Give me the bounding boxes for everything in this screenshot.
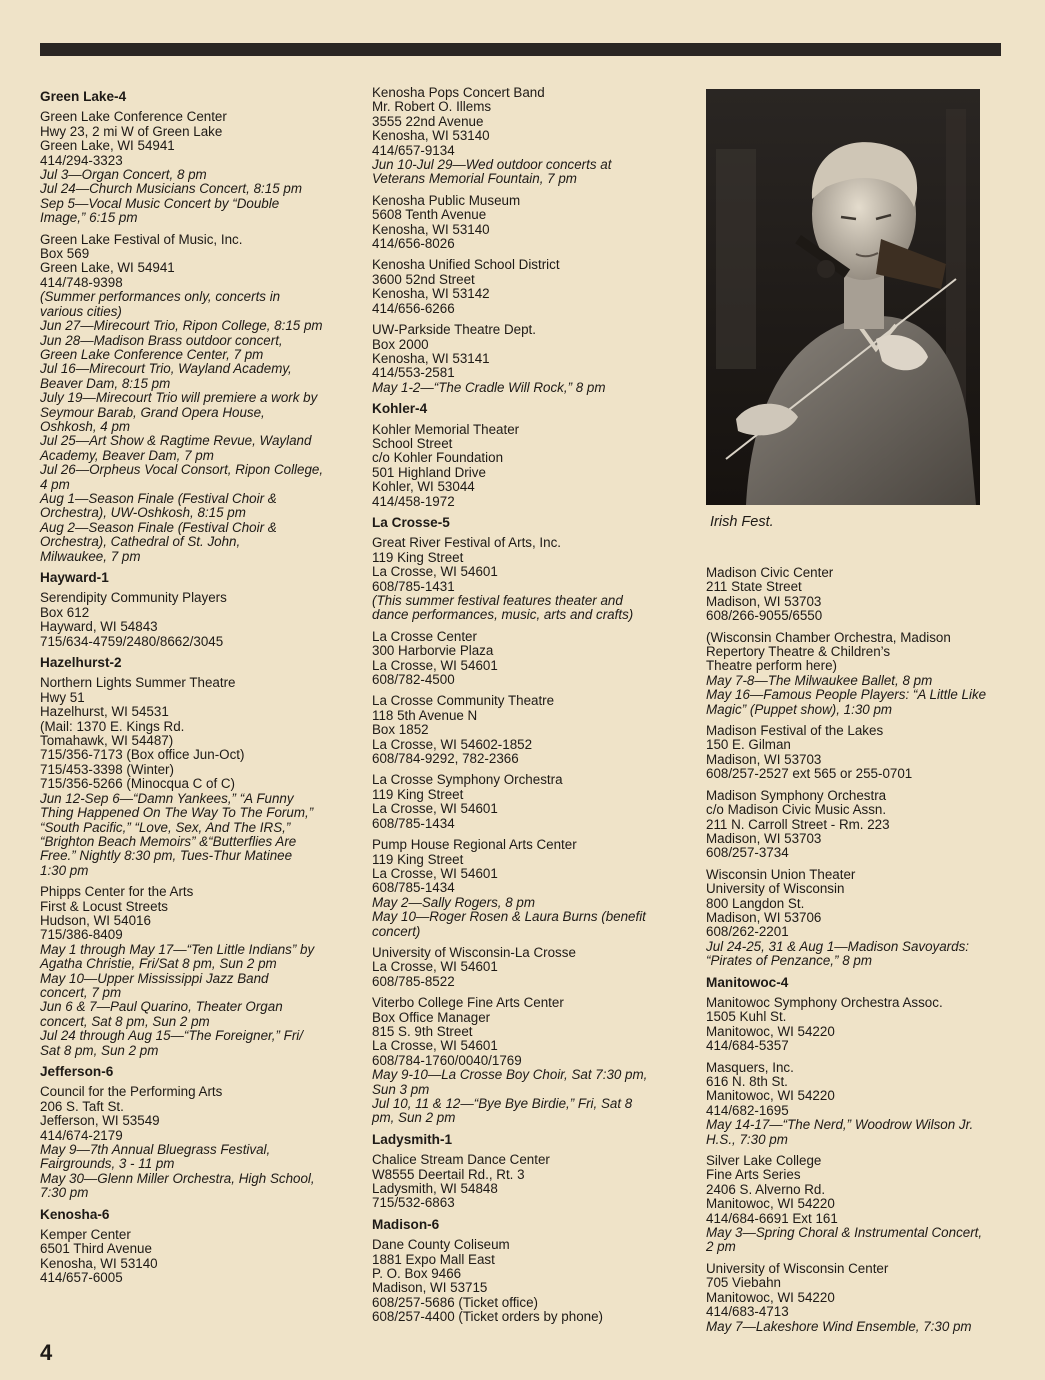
listing-line: 414/294-3323 — [40, 152, 123, 168]
event-line: “Brighton Beach Memoirs” &“Butterflies Are — [40, 833, 297, 849]
event-line: (This summer festival features theater and — [372, 593, 623, 608]
listing-line: 715/532-6863 — [372, 1195, 455, 1211]
listing-line: 815 S. 9th Street — [372, 1023, 473, 1039]
listing-line: 715/634-4759/2480/8662/3045 — [40, 633, 224, 649]
event-listing — [706, 674, 1006, 688]
listing-line: 5608 Tenth Avenue — [372, 207, 487, 223]
listing-entry — [372, 323, 692, 395]
listing-line: Kenosha, WI 53140 — [372, 128, 490, 144]
event-listing — [40, 290, 355, 319]
listing-entry — [40, 591, 355, 649]
event-listing — [40, 1029, 355, 1058]
listing-line: School Street — [372, 435, 453, 451]
listing-line: Hudson, WI 54016 — [40, 912, 151, 928]
listing-line: La Crosse, WI 54601 — [372, 959, 498, 975]
event-line: dance performances, music, arts and crafts) — [372, 607, 634, 623]
listing-entry — [372, 423, 692, 509]
listing-entry — [372, 194, 692, 252]
listing-line: La Crosse, WI 54601 — [372, 1038, 498, 1054]
listing-line: 616 N. 8th St. — [706, 1074, 788, 1089]
listing-line: UW-Parkside Theatre Dept. — [372, 322, 536, 338]
event-line: various cities) — [40, 303, 122, 319]
listing-line: 414/684-5357 — [706, 1038, 789, 1054]
listing-line: 608/785-8522 — [372, 973, 455, 989]
section-heading: Kohler-4 — [372, 401, 428, 417]
listing-line: Hayward, WI 54843 — [40, 619, 158, 635]
listing-line: Dane County Coliseum — [372, 1237, 510, 1253]
fiddler-photo — [706, 89, 980, 505]
event-line: Academy, Beaver Dam, 7 pm — [40, 447, 214, 463]
event-line: Jul 24 through Aug 15—“The Foreigner,” Fri/ — [40, 1028, 303, 1044]
event-line: Jul 16—Mirecourt Trio, Wayland Academy, — [40, 361, 292, 377]
event-line: May 1 through May 17—“Ten Little Indians” by — [40, 941, 315, 957]
event-line: concert, Sat 8 pm, Sun 2 pm — [40, 1013, 210, 1029]
listing-line: 608/257-2527 ext 565 or 255-0701 — [706, 766, 913, 782]
listing-line: Kenosha Pops Concert Band — [372, 85, 545, 100]
listing-line: 414/674-2179 — [40, 1127, 123, 1143]
listing-line: Chalice Stream Dance Center — [372, 1152, 550, 1168]
listing-line: La Crosse, WI 54601 — [372, 657, 498, 673]
event-line: “Pirates of Penzance,” 8 pm — [706, 953, 872, 969]
listing-line: Green Lake Festival of Music, Inc. — [40, 231, 243, 247]
event-line: Jun 10-Jul 29—Wed outdoor concerts at — [372, 157, 612, 173]
section-heading: Manitowoc-4 — [706, 974, 789, 990]
listing-line: Viterbo College Fine Arts Center — [372, 995, 564, 1011]
page-number: 4 — [40, 1340, 53, 1365]
listing-entry — [706, 789, 1006, 861]
event-listing — [40, 362, 355, 391]
event-line: Jun 27—Mirecourt Trio, Ripon College, 8:15 pm — [40, 318, 323, 334]
event-listing — [372, 1097, 692, 1126]
event-line: Green Lake Conference Center, 7 pm — [40, 346, 264, 362]
listing-line: P. O. Box 9466 — [372, 1266, 462, 1282]
listing-entry — [40, 676, 355, 878]
listing-line: Kohler, WI 53044 — [372, 479, 475, 495]
event-listing — [706, 1226, 1006, 1255]
event-listing — [706, 940, 1006, 969]
event-line: May 7-8—The Milwaukee Ballet, 8 pm — [706, 672, 933, 688]
event-line: Sep 5—Vocal Music Concert by “Double — [40, 195, 280, 211]
event-line: concert) — [372, 923, 421, 939]
section-heading: Green Lake-4 — [40, 89, 127, 104]
listing-line: Hwy 51 — [40, 689, 85, 705]
event-listing — [372, 594, 692, 623]
listing-line: 608/266-9055/6550 — [706, 608, 823, 624]
listing-line: Kohler Memorial Theater — [372, 421, 520, 437]
listing-line: Box 1852 — [372, 722, 429, 738]
listing-line: La Crosse Symphony Orchestra — [372, 772, 563, 788]
listing-entry — [706, 996, 1006, 1054]
listing-line: Council for the Performing Arts — [40, 1084, 223, 1100]
section-heading: La Crosse-5 — [372, 514, 450, 530]
listing-line: Madison, WI 53706 — [706, 909, 822, 925]
event-line: Magic” (Puppet show), 1:30 pm — [706, 701, 893, 717]
event-line: H.S., 7:30 pm — [706, 1131, 788, 1147]
listing-line: 705 Viebahn — [706, 1275, 781, 1291]
event-listing — [40, 972, 355, 1001]
listing-line: 715/356-5266 (Minocqua C of C) — [40, 776, 236, 792]
listing-entry — [372, 946, 692, 989]
event-listing — [40, 463, 355, 492]
event-listing — [706, 1118, 1006, 1147]
listing-line: 414/656-6266 — [372, 300, 455, 316]
listing-line: Green Lake Conference Center — [40, 109, 227, 125]
listing-line: 414/684-6691 Ext 161 — [706, 1210, 838, 1226]
event-listing — [372, 1068, 692, 1097]
event-line: 7:30 pm — [40, 1185, 89, 1201]
listing-line: 715/453-3398 (Winter) — [40, 761, 174, 777]
section-heading: Madison-6 — [372, 1216, 440, 1232]
listing-line: Box Office Manager — [372, 1009, 491, 1025]
event-line: 1:30 pm — [40, 862, 89, 878]
listing-line: Pump House Regional Arts Center — [372, 837, 577, 853]
listing-entry — [372, 258, 692, 316]
event-listing — [40, 1172, 355, 1201]
listing-line: Green Lake, WI 54941 — [40, 260, 175, 276]
listing-line: Repertory Theatre & Children’s — [706, 644, 891, 660]
listing-line: 608/257-4400 (Ticket orders by phone) — [372, 1309, 604, 1325]
listing-entry — [40, 885, 355, 1058]
event-line: May 2—Sally Rogers, 8 pm — [372, 894, 535, 910]
listing-line: 118 5th Avenue N — [372, 707, 478, 723]
listing-line: 3555 22nd Avenue — [372, 113, 484, 129]
listing-line: La Crosse Center — [372, 628, 477, 644]
event-line: “South Pacific,” “Love, Sex, And The IRS,” — [40, 819, 291, 835]
column-3 — [706, 566, 1006, 1341]
listing-line: Wisconsin Union Theater — [706, 866, 856, 882]
listing-entry — [372, 838, 692, 939]
listing-line: La Crosse, WI 54602-1852 — [372, 736, 533, 752]
listing-line: 414/458-1972 — [372, 493, 455, 509]
event-line: Veterans Memorial Fountain, 7 pm — [372, 171, 577, 187]
listing-line: Manitowoc, WI 54220 — [706, 1023, 835, 1039]
column-1 — [40, 86, 355, 1293]
listing-line: Tomahawk, WI 54487) — [40, 733, 174, 749]
listing-line: 211 State Street — [706, 579, 802, 595]
event-line: Jul 26—Orpheus Vocal Consort, Ripon College, — [40, 462, 324, 478]
listing-line: First & Locust Streets — [40, 898, 168, 914]
listing-line: (Mail: 1370 E. Kings Rd. — [40, 718, 185, 734]
listing-line: Green Lake, WI 54941 — [40, 138, 175, 154]
listing-line: Kenosha Public Museum — [372, 192, 521, 208]
listing-line: 2406 S. Alverno Rd. — [706, 1181, 826, 1197]
listing-line: Northern Lights Summer Theatre — [40, 675, 236, 691]
listing-line: Manitowoc, WI 54220 — [706, 1088, 835, 1104]
listing-line: University of Wisconsin — [706, 881, 845, 897]
listing-line: La Crosse, WI 54601 — [372, 564, 498, 580]
listing-entry — [372, 1153, 692, 1211]
listing-line: 414/682-1695 — [706, 1102, 789, 1118]
event-line: pm, Sun 2 pm — [372, 1110, 456, 1126]
listing-entry — [706, 724, 1006, 782]
event-listing — [40, 334, 355, 363]
listing-line: Box 2000 — [372, 336, 429, 352]
event-line: Jul 25—Art Show & Ragtime Revue, Wayland — [40, 433, 312, 449]
listing-line: 608/785-1431 — [372, 578, 455, 594]
listing-line: Kemper Center — [40, 1227, 131, 1243]
listing-line: c/o Kohler Foundation — [372, 450, 504, 466]
listing-line: 119 King Street — [372, 786, 464, 802]
listing-line: Kenosha Unified School District — [372, 257, 560, 273]
listing-line: 211 N. Carroll Street - Rm. 223 — [706, 816, 890, 832]
section-heading: Hazelhurst-2 — [40, 655, 122, 671]
listing-line: Hwy 23, 2 mi W of Green Lake — [40, 123, 223, 139]
listing-line: Madison, WI 53715 — [372, 1280, 488, 1296]
event-listing — [706, 688, 1006, 717]
event-line: May 14-17—“The Nerd,” Woodrow Wilson Jr. — [706, 1117, 974, 1133]
listing-line: La Crosse Community Theatre — [372, 693, 555, 709]
listing-line: University of Wisconsin-La Crosse — [372, 944, 576, 960]
event-line: Jul 10, 11 & 12—“Bye Bye Birdie,” Fri, Sat 8 — [372, 1096, 633, 1111]
event-line: concert, 7 pm — [40, 984, 122, 1000]
listing-line: Manitowoc, WI 54220 — [706, 1289, 835, 1305]
listing-line: Hazelhurst, WI 54531 — [40, 704, 169, 720]
listing-entry — [372, 996, 692, 1126]
listing-line: Box 612 — [40, 604, 90, 620]
event-listing — [372, 910, 692, 939]
listing-line: 206 S. Taft St. — [40, 1098, 124, 1114]
listing-line: Mr. Robert O. Illems — [372, 99, 492, 115]
event-line: May 3—Spring Choral & Instrumental Concert, — [706, 1225, 983, 1241]
event-line: May 10—Roger Rosen & Laura Burns (benefit — [372, 909, 646, 925]
listing-line: 414/656-8026 — [372, 236, 455, 252]
listing-line: 608/257-5686 (Ticket office) — [372, 1294, 538, 1310]
listing-line: 414/657-9134 — [372, 142, 455, 158]
listing-line: 6501 Third Avenue — [40, 1241, 152, 1257]
listing-line: Madison, WI 53703 — [706, 593, 822, 609]
listing-line: Great River Festival of Arts, Inc. — [372, 535, 562, 551]
event-line: Jul 24—Church Musicians Concert, 8:15 pm — [40, 181, 302, 197]
listing-line: 3600 52nd Street — [372, 271, 475, 287]
fiddler-photo-image — [706, 89, 980, 505]
listing-line: 414/683-4713 — [706, 1304, 789, 1320]
event-listing — [706, 1320, 1006, 1334]
listing-entry — [372, 1238, 692, 1324]
listing-line: Madison Festival of the Lakes — [706, 723, 884, 739]
event-line: Thing Happened On The Way To The Forum,” — [40, 805, 314, 821]
listing-line: 715/386-8409 — [40, 927, 123, 943]
listing-line: 150 E. Gilman — [706, 737, 791, 753]
listing-line: 1505 Kuhl St. — [706, 1009, 787, 1025]
listing-line: (Wisconsin Chamber Orchestra, Madison — [706, 629, 951, 645]
listing-entry — [706, 631, 1006, 717]
listing-line: 715/356-7173 (Box office Jun-Oct) — [40, 747, 245, 763]
event-listing — [40, 792, 355, 878]
event-line: (Summer performances only, concerts in — [40, 289, 281, 305]
listing-line: Phipps Center for the Arts — [40, 884, 194, 900]
event-line: Jun 6 & 7—Paul Quarino, Theater Organ — [40, 999, 283, 1015]
listing-line: 608/784-1760/0040/1769 — [372, 1052, 522, 1068]
event-line: Seymour Barab, Grand Opera House, — [40, 404, 265, 420]
event-line: Jun 28—Madison Brass outdoor concert, — [40, 332, 283, 348]
listing-line: Madison Symphony Orchestra — [706, 787, 887, 803]
listing-line: Box 569 — [40, 246, 90, 262]
listing-entry — [40, 1228, 355, 1286]
event-line: May 30—Glenn Miller Orchestra, High School, — [40, 1170, 315, 1186]
listing-entry — [372, 630, 692, 688]
listing-line: 608/784-9292, 782-2366 — [372, 751, 519, 767]
event-line: Agatha Christie, Fri/Sat 8 pm, Sun 2 pm — [40, 956, 277, 972]
event-line: Orchestra), UW-Oshkosh, 8:15 pm — [40, 505, 246, 521]
listing-line: 300 Harborvie Plaza — [372, 643, 494, 659]
listing-line: Masquers, Inc. — [706, 1059, 794, 1075]
listing-line: 608/785-1434 — [372, 880, 455, 896]
listing-line: Fine Arts Series — [706, 1167, 801, 1183]
listing-entry — [372, 773, 692, 831]
event-line: Image,” 6:15 pm — [40, 210, 138, 226]
top-rule — [40, 43, 1001, 56]
listing-line: Madison, WI 53703 — [706, 830, 822, 846]
listing-line: Kenosha, WI 53142 — [372, 286, 490, 302]
event-line: Aug 1—Season Finale (Festival Choir & — [40, 490, 277, 506]
listing-line: Kenosha, WI 53141 — [372, 350, 490, 366]
section-heading: Hayward-1 — [40, 570, 109, 585]
event-line: Free.” Nightly 8:30 pm, Tues-Thur Matinee — [40, 848, 293, 864]
event-listing — [40, 168, 355, 182]
photo-caption: Irish Fest. — [710, 514, 774, 530]
listing-line: Madison Civic Center — [706, 565, 834, 580]
event-line: May 16—Famous People Players: “A Little Like — [706, 687, 987, 703]
listing-line: c/o Madison Civic Music Assn. — [706, 802, 887, 818]
listing-entry — [706, 566, 1006, 624]
listing-line: Manitowoc Symphony Orchestra Assoc. — [706, 994, 943, 1010]
listing-line: Madison, WI 53703 — [706, 751, 822, 767]
event-listing — [40, 391, 355, 434]
listing-line: 414/553-2581 — [372, 365, 455, 381]
event-listing — [40, 521, 355, 564]
event-line: Beaver Dam, 8:15 pm — [40, 375, 171, 391]
event-listing — [372, 381, 692, 395]
event-line: 2 pm — [706, 1239, 736, 1255]
listing-entry — [40, 110, 355, 225]
event-line: Fairgrounds, 3 - 11 pm — [40, 1156, 175, 1172]
event-listing — [40, 943, 355, 972]
event-line: Oshkosh, 4 pm — [40, 418, 131, 434]
listing-line: 1881 Expo Mall East — [372, 1251, 495, 1267]
event-listing — [40, 182, 355, 196]
listing-line: Theatre perform here) — [706, 658, 837, 674]
section-heading: Kenosha-6 — [40, 1206, 110, 1222]
event-line: Orchestra), Cathedral of St. John, — [40, 534, 241, 550]
listing-entry — [706, 1061, 1006, 1147]
listing-entry — [372, 536, 692, 622]
listing-line: 119 King Street — [372, 549, 464, 565]
listing-line: W8555 Deertail Rd., Rt. 3 — [372, 1166, 525, 1182]
listing-line: Ladysmith, WI 54848 — [372, 1181, 498, 1197]
listing-line: Silver Lake College — [706, 1153, 822, 1169]
event-line: Aug 2—Season Finale (Festival Choir & — [40, 519, 277, 535]
event-listing — [40, 319, 355, 333]
event-listing — [40, 1143, 355, 1172]
event-line: May 7—Lakeshore Wind Ensemble, 7:30 pm — [706, 1318, 972, 1334]
listing-line: 119 King Street — [372, 851, 464, 867]
listing-line: 608/257-3734 — [706, 845, 789, 861]
event-listing — [40, 197, 355, 226]
listing-line: University of Wisconsin Center — [706, 1260, 889, 1276]
listing-entry — [372, 694, 692, 766]
listing-entry — [706, 868, 1006, 969]
listing-entry — [40, 1085, 355, 1200]
event-line: Sun 3 pm — [372, 1081, 430, 1097]
listing-line: 501 Highland Drive — [372, 464, 486, 480]
event-listing — [40, 434, 355, 463]
event-listing — [40, 1000, 355, 1029]
event-line: Sat 8 pm, Sun 2 pm — [40, 1042, 159, 1058]
event-line: Milwaukee, 7 pm — [40, 548, 141, 564]
listing-line: 800 Langdon St. — [706, 895, 805, 911]
listing-entry — [706, 1154, 1006, 1255]
listing-entry — [706, 1262, 1006, 1334]
listing-line: 608/785-1434 — [372, 815, 455, 831]
listing-line: 608/782-4500 — [372, 672, 455, 688]
listing-line: Kenosha, WI 53140 — [40, 1255, 158, 1271]
listing-line: La Crosse, WI 54601 — [372, 865, 498, 881]
listing-line: 414/657-6005 — [40, 1270, 123, 1286]
event-listing — [372, 896, 692, 910]
section-heading: Jefferson-6 — [40, 1064, 114, 1079]
listing-line: Serendipity Community Players — [40, 590, 227, 606]
event-line: Jul 3—Organ Concert, 8 pm — [40, 167, 207, 183]
event-line: May 9—7th Annual Bluegrass Festival, — [40, 1142, 271, 1158]
event-line: May 10—Upper Mississippi Jazz Band — [40, 970, 269, 986]
listing-line: La Crosse, WI 54601 — [372, 801, 498, 817]
listing-entry — [40, 233, 355, 564]
listing-line: Manitowoc, WI 54220 — [706, 1196, 835, 1212]
listing-line: 414/748-9398 — [40, 274, 123, 290]
section-heading: Ladysmith-1 — [372, 1131, 453, 1147]
listing-entry — [372, 86, 692, 187]
event-line: May 9-10—La Crosse Boy Choir, Sat 7:30 pm, — [372, 1067, 648, 1083]
event-line: Jul 24-25, 31 & Aug 1—Madison Savoyards: — [706, 938, 970, 954]
event-line: 4 pm — [40, 476, 70, 492]
listing-line: 608/262-2201 — [706, 924, 789, 940]
listing-line: Kenosha, WI 53140 — [372, 221, 490, 237]
column-2 — [372, 86, 692, 1332]
event-listing — [40, 492, 355, 521]
event-line: July 19—Mirecourt Trio will premiere a work by — [40, 390, 318, 406]
listing-line: Jefferson, WI 53549 — [40, 1113, 160, 1129]
event-line: Jun 12-Sep 6—“Damn Yankees,” “A Funny — [40, 790, 294, 806]
event-line: May 1-2—“The Cradle Will Rock,” 8 pm — [372, 379, 606, 395]
event-listing — [372, 158, 692, 187]
